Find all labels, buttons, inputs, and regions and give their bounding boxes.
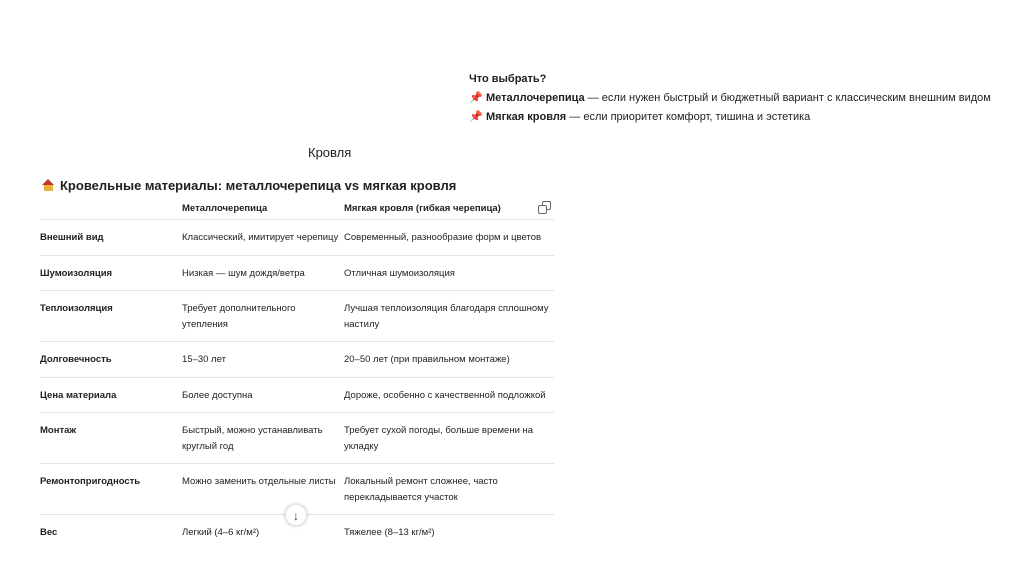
row-header: Долговечность bbox=[40, 342, 182, 378]
slide-title: Кровля bbox=[308, 145, 352, 160]
choose-item-name: Металлочерепица bbox=[486, 92, 585, 104]
table-cell: Отличная шумоизоляция bbox=[344, 255, 554, 291]
table-row bbox=[40, 413, 554, 464]
table-title-text: Кровельные материалы: металлочерепица vs мягкая кровля bbox=[60, 178, 457, 193]
choose-section bbox=[469, 70, 991, 127]
table-header-cell: Металлочерепица bbox=[182, 197, 344, 220]
table-cell: Требует сухой погоды, больше времени на укладку bbox=[344, 413, 554, 464]
choose-item-text: — если нужен быстрый и бюджетный вариант с классическим внешним видом bbox=[584, 92, 991, 104]
table-cell: Дороже, особенно с качественной подложкой bbox=[344, 377, 554, 413]
table-cell: 20–50 лет (при правильном монтаже) bbox=[344, 342, 554, 378]
row-header: Вес bbox=[40, 527, 58, 538]
table-row bbox=[40, 220, 554, 256]
table-cell: Тяжелее (8–13 кг/м²) bbox=[344, 527, 435, 538]
table-row bbox=[40, 291, 554, 342]
choose-item-metal bbox=[469, 89, 991, 108]
choose-question: Что выбрать? bbox=[469, 73, 547, 85]
table-cell: 15–30 лет bbox=[182, 342, 344, 378]
table-header-row bbox=[40, 197, 554, 220]
row-header: Шумоизоляция bbox=[40, 255, 182, 291]
table-row bbox=[40, 377, 554, 413]
table-cell: Быстрый, можно устанавливать круглый год bbox=[182, 413, 344, 464]
row-header: Ремонтопригодность bbox=[40, 464, 182, 515]
table-cell: Современный, разнообразие форм и цветов bbox=[344, 220, 554, 256]
house-icon bbox=[42, 179, 55, 191]
table-cell: Локальный ремонт сложнее, часто перекладывается участок bbox=[344, 464, 554, 515]
row-header: Внешний вид bbox=[40, 220, 182, 256]
table-row bbox=[40, 342, 554, 378]
table-header-cell bbox=[40, 197, 182, 220]
table-cell: Лучшая теплоизоляция благодаря сплошному настилу bbox=[344, 291, 554, 342]
choose-item-soft bbox=[469, 108, 991, 127]
table-cell: Легкий (4–6 кг/м²) bbox=[182, 527, 260, 538]
table-row bbox=[40, 255, 554, 291]
table-cell: Требует дополнительного утепления bbox=[182, 291, 344, 342]
row-header: Монтаж bbox=[40, 413, 182, 464]
table-cell: Более доступна bbox=[182, 377, 344, 413]
table-cell: Классический, имитирует черепицу bbox=[182, 220, 344, 256]
table-title bbox=[42, 178, 456, 193]
table-cell: Можно заменить отдельные листы bbox=[182, 464, 344, 515]
comparison-table bbox=[40, 197, 554, 550]
row-header: Цена материала bbox=[40, 377, 182, 413]
pin-icon: 📌 bbox=[469, 111, 483, 123]
choose-item-name: Мягкая кровля bbox=[486, 111, 567, 123]
scroll-down-button[interactable] bbox=[285, 504, 307, 526]
choose-item-text: — если приоритет комфорт, тишина и эстетика bbox=[566, 111, 811, 123]
row-header: Теплоизоляция bbox=[40, 291, 182, 342]
arrow-down-icon: ↓ bbox=[293, 509, 299, 523]
pin-icon: 📌 bbox=[469, 92, 483, 104]
table-cell: Низкая — шум дождя/ветра bbox=[182, 255, 344, 291]
table-header-cell: Мягкая кровля (гибкая черепица) bbox=[344, 197, 554, 220]
